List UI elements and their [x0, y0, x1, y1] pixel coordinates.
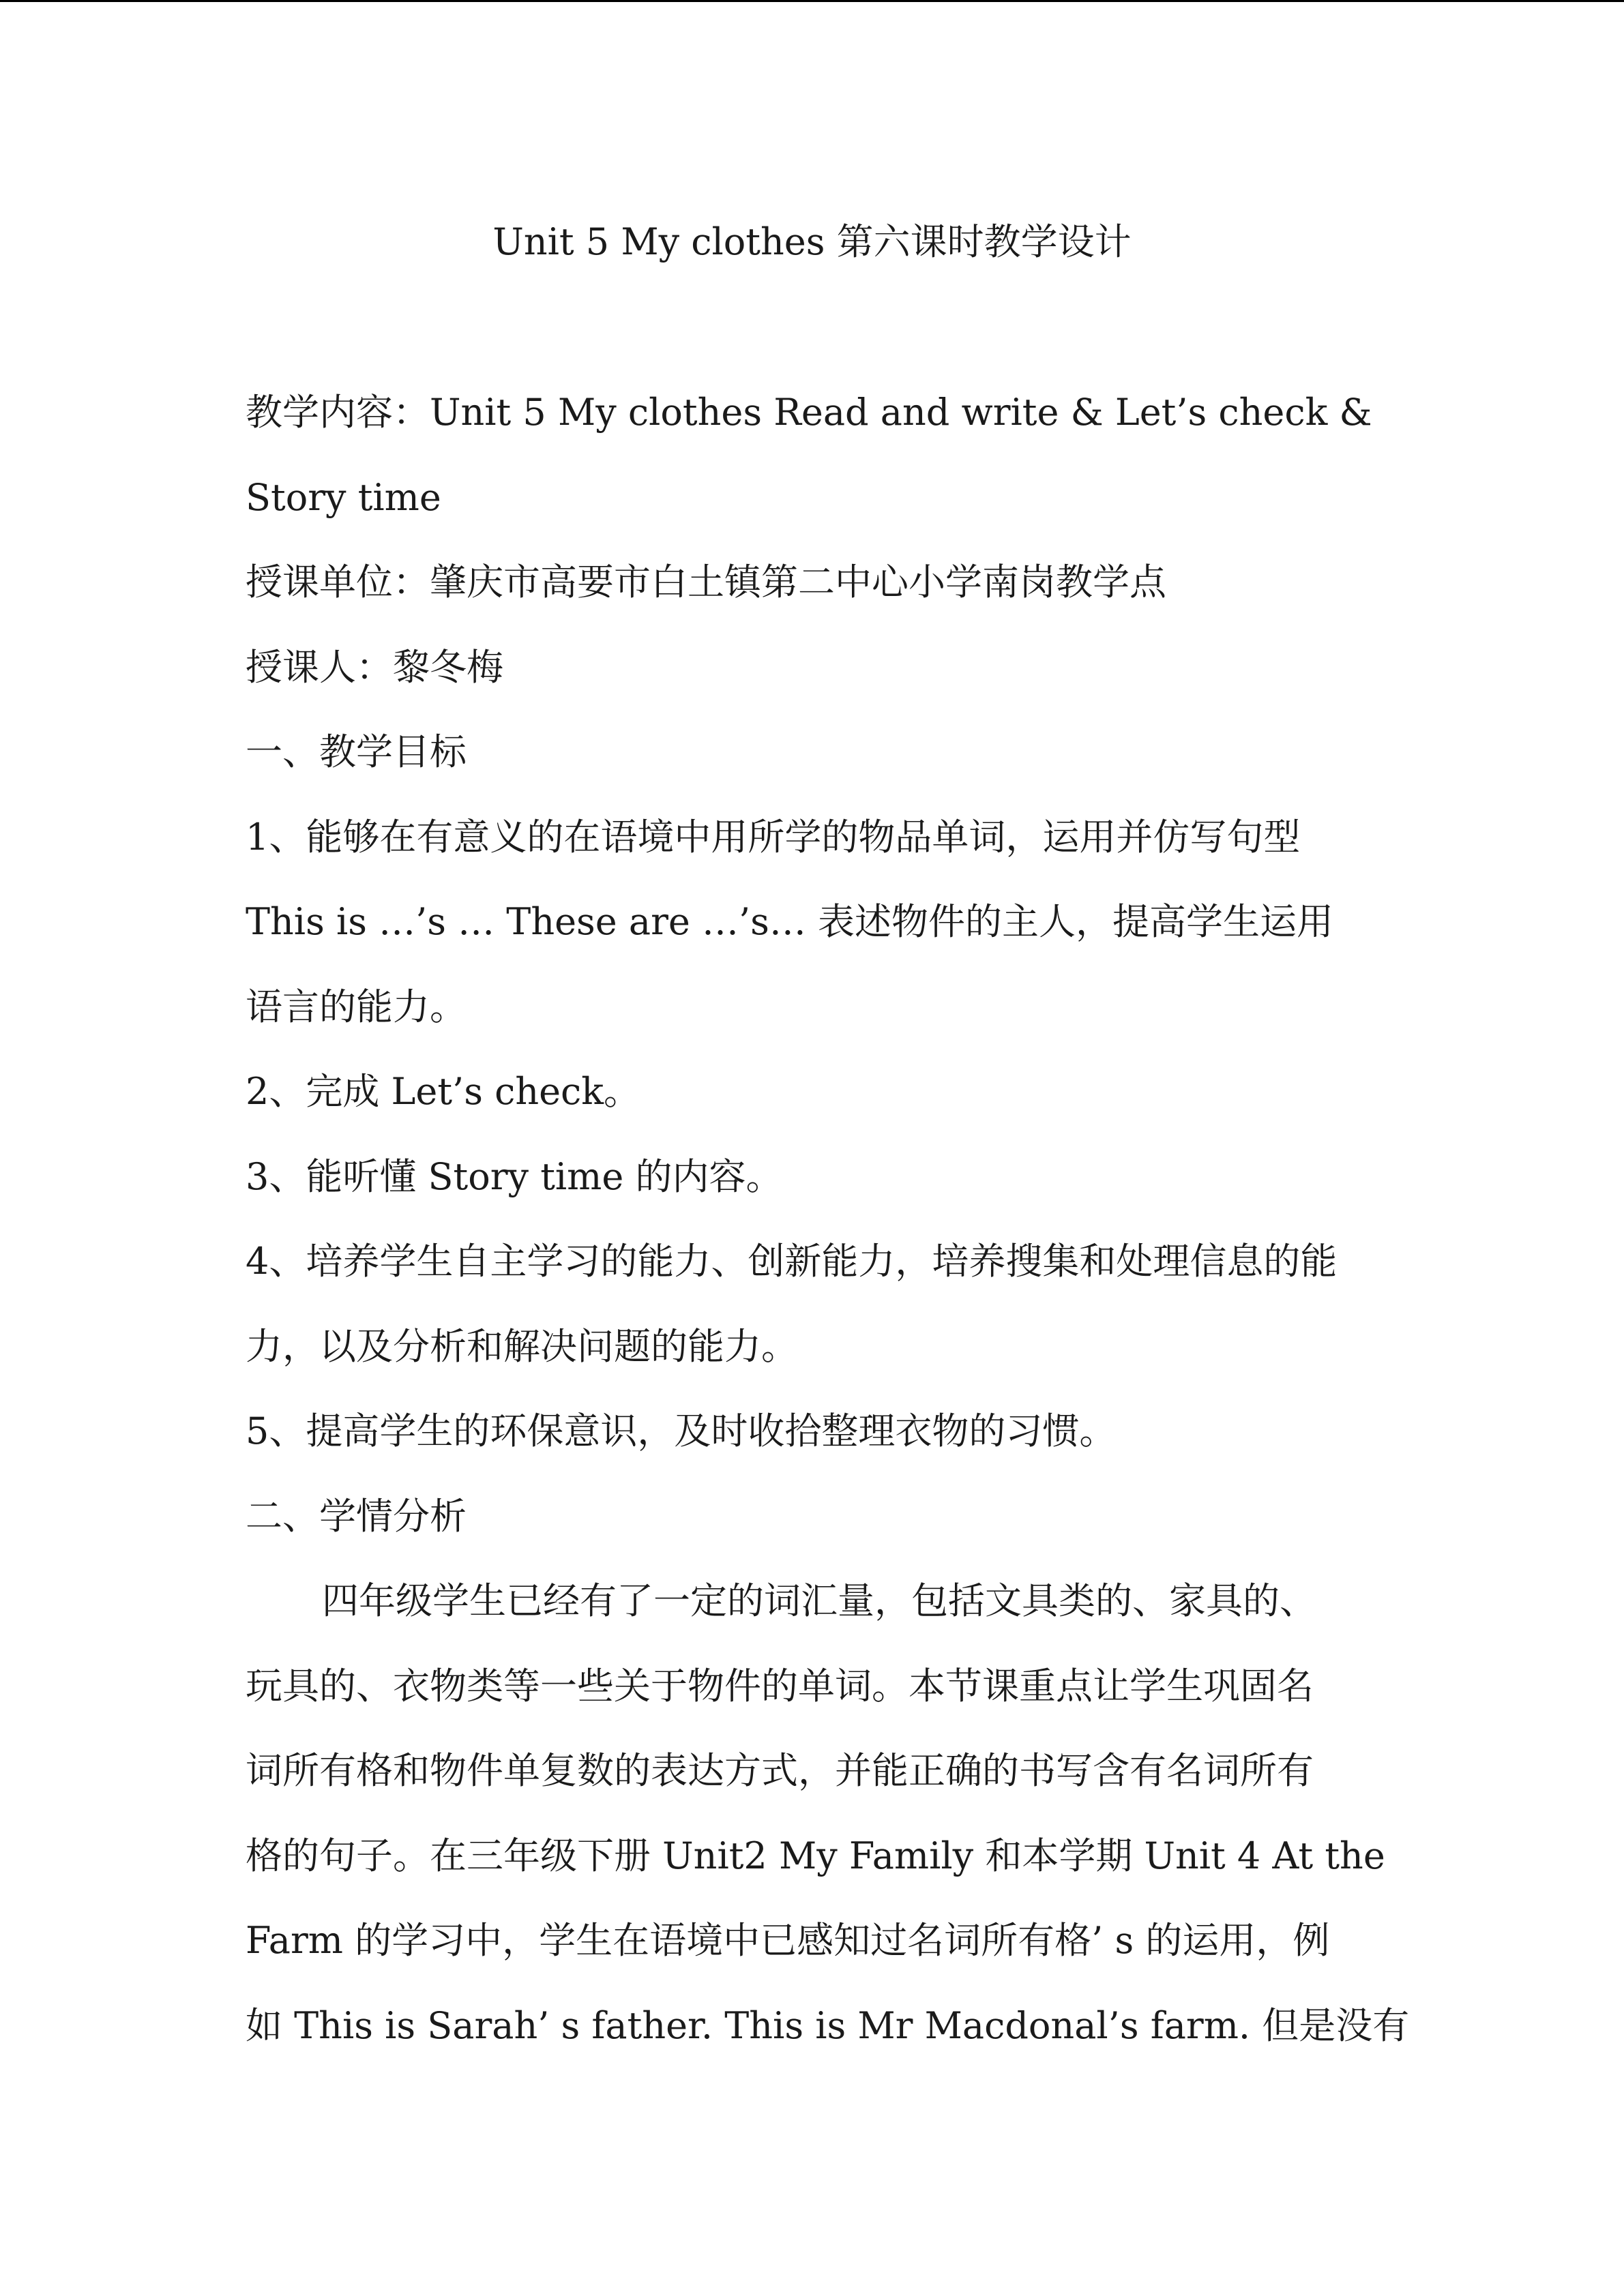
text-line: 4、培养学生自主学习的能力、创新能力，培养搜集和处理信息的能: [246, 1240, 1338, 1283]
text-line: 一、教学目标: [246, 730, 467, 773]
text-line: 语言的能力。: [246, 985, 467, 1028]
text-line: 力，以及分析和解决问题的能力。: [246, 1324, 798, 1368]
text-line: 如 This is Sarah’ s father. This is Mr Macdonal’s farm. 但是没有: [246, 2003, 1410, 2047]
document-body: [246, 385, 1410, 2083]
text-line: 格的句子。在三年级下册 Unit2 My Family 和本学期 Unit 4 At the: [246, 1834, 1385, 1877]
text-line: 5、提高学生的环保意识，及时收拾整理衣物的习惯。: [246, 1410, 1117, 1452]
text-line: 2、完成 Let’s check。: [246, 1070, 641, 1113]
text-line: 教学内容：Unit 5 My clothes Read and write & Let’s check &: [246, 391, 1372, 434]
text-line: 3、能听懂 Story time 的内容。: [246, 1154, 783, 1198]
text-line: 授课人：黎冬梅: [246, 645, 503, 689]
document-title: Unit 5 My clothes 第六课时教学设计: [492, 220, 1132, 263]
text-line: This is …’s … These are …’s… 表述物件的主人，提高学生运用: [246, 900, 1334, 943]
text-line: 玩具的、衣物类等一些关于物件的单词。本节课重点让学生巩固名: [246, 1664, 1314, 1708]
text-line: 词所有格和物件单复数的表达方式，并能正确的书写含有名词所有: [246, 1749, 1314, 1792]
text-line: 二、学情分析: [246, 1494, 467, 1538]
text-line: 四年级学生已经有了一定的词汇量，包括文具类的、家具的、: [322, 1579, 1316, 1622]
text-line: Story time: [246, 475, 441, 519]
text-line: Farm 的学习中，学生在语境中已感知过名词所有格’ s 的运用，例: [246, 1919, 1330, 1962]
text-line: 授课单位：肇庆市高要市白土镇第二中心小学南岗教学点: [246, 561, 1166, 603]
text-line: 1、能够在有意义的在语境中用所学的物品单词，运用并仿写句型: [246, 815, 1301, 859]
